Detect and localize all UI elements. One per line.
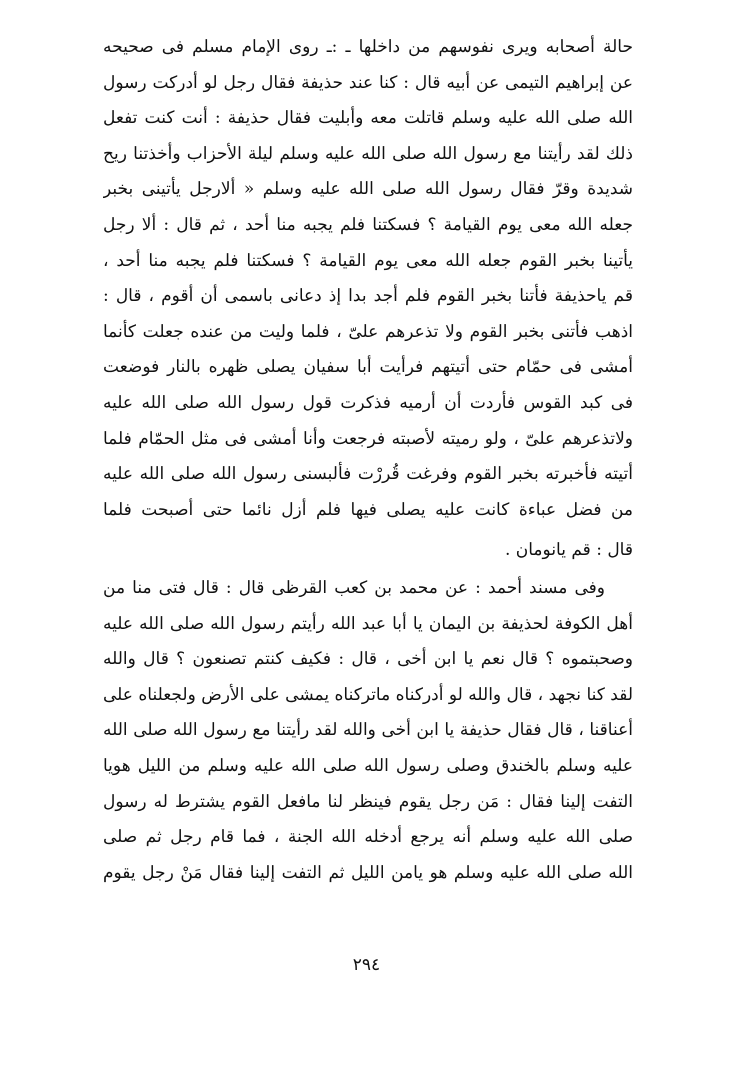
text-line: جعله الله معى يوم القيامة ؟ فسكتنا فلم يجبه منا أحد ، ثم قال : ألا رجل bbox=[103, 214, 633, 235]
text-line: أهل الكوفة لحذيفة بن اليمان يا أبا عبد الله رأيتم رسول الله صلى الله عليه bbox=[103, 613, 633, 634]
text-line: الله صلى الله عليه وسلم قاتلت معه وأبليت فقال حذيفة : أنت كنت تفعل bbox=[103, 108, 633, 129]
text-line: عن إبراهيم التيمى عن أبيه قال : كنا عند حذيفة فقال رجل لو أدركت رسول bbox=[103, 72, 633, 93]
text-line: عليه وسلم بالخندق وصلى رسول الله صلى الله عليه وسلم من الليل هويا bbox=[103, 755, 633, 776]
text-line: وفى مسند أحمد : عن محمد بن كعب القرظى قال : قال فتى منا من bbox=[103, 578, 605, 598]
text-line: ولاتذعرهم علىّ ، ولو رميته لأصبته فرجعت وأنا أمشى فى مثل الحمّام فلما bbox=[103, 428, 633, 449]
paragraph-1 bbox=[103, 30, 633, 528]
page-number: ٢٩٤ bbox=[352, 955, 381, 975]
text-line: يأتينا بخبر القوم جعله الله معى يوم القيامة ؟ فسكتنا فلم يجبه منا أحد ، bbox=[103, 250, 633, 271]
text-line: لقد كنا نجهد ، قال والله لو أدركناه ماتركناه يمشى على الأرض ولجعلناه على bbox=[103, 684, 633, 705]
text-line: وصحبتموه ؟ قال نعم يا ابن أخى ، قال : فكيف كنتم تصنعون ؟ قال والله bbox=[103, 649, 633, 670]
paragraph-2 bbox=[103, 533, 633, 569]
text-line: قم ياحذيفة فأتنا بخبر القوم فلم أجد بدا إذ دعانى باسمى أن أقوم ، قال : bbox=[103, 286, 633, 307]
text-line: اذهب فأتنى بخبر القوم ولا تذعرهم علىّ ، فلما وليت من عنده جعلت كأنما bbox=[103, 321, 633, 342]
text-line: ذلك لقد رأيتنا مع رسول الله صلى الله عليه وسلم ليلة الأحزاب وأخذتنا ريح bbox=[103, 143, 633, 164]
text-line: أتيته فأخبرته بخبر القوم وفرغت قُررْت فألبسنى رسول الله صلى الله عليه bbox=[103, 464, 633, 485]
text-line: أعناقنا ، قال فقال حذيفة يا ابن أخى والله لقد رأيتنا مع رسول الله صلى الله bbox=[103, 720, 633, 741]
text-line: حالة أصحابه ويرى نفوسهم من داخلها ـ :ـ روى الإمام مسلم فى صحيحه bbox=[103, 37, 633, 57]
text-line: فى كبد القوس فأردت أن أرميه فذكرت قول رسول الله صلى الله عليه bbox=[103, 392, 633, 413]
text-line: التفت إلينا فقال : مَن رجل يقوم فينظر لنا مافعل القوم يشترط له رسول bbox=[103, 791, 633, 812]
text-line: صلى الله عليه وسلم أنه يرجع أدخله الله الجنة ، فما قام رجل ثم صلى bbox=[103, 827, 633, 848]
text-line: أمشى فى حمّام حتى أتيتهم فرأيت أبا سفيان يصلى ظهره بالنار فوضعت bbox=[103, 357, 633, 378]
paragraph-3 bbox=[103, 571, 633, 891]
text-line: قال : قم يانومان . bbox=[504, 540, 633, 560]
text-line: من فضل عباءة كانت عليه يصلى فيها فلم أزل نائما حتى أصبحت فلما bbox=[103, 499, 633, 520]
text-line: الله صلى الله عليه وسلم هو يامن الليل ثم التفت إلينا فقال مَنْ رجل يقوم bbox=[103, 862, 633, 883]
text-line: شديدة وقرّ فقال رسول الله صلى الله عليه وسلم « ألارجل يأتينى بخبر bbox=[103, 179, 633, 200]
